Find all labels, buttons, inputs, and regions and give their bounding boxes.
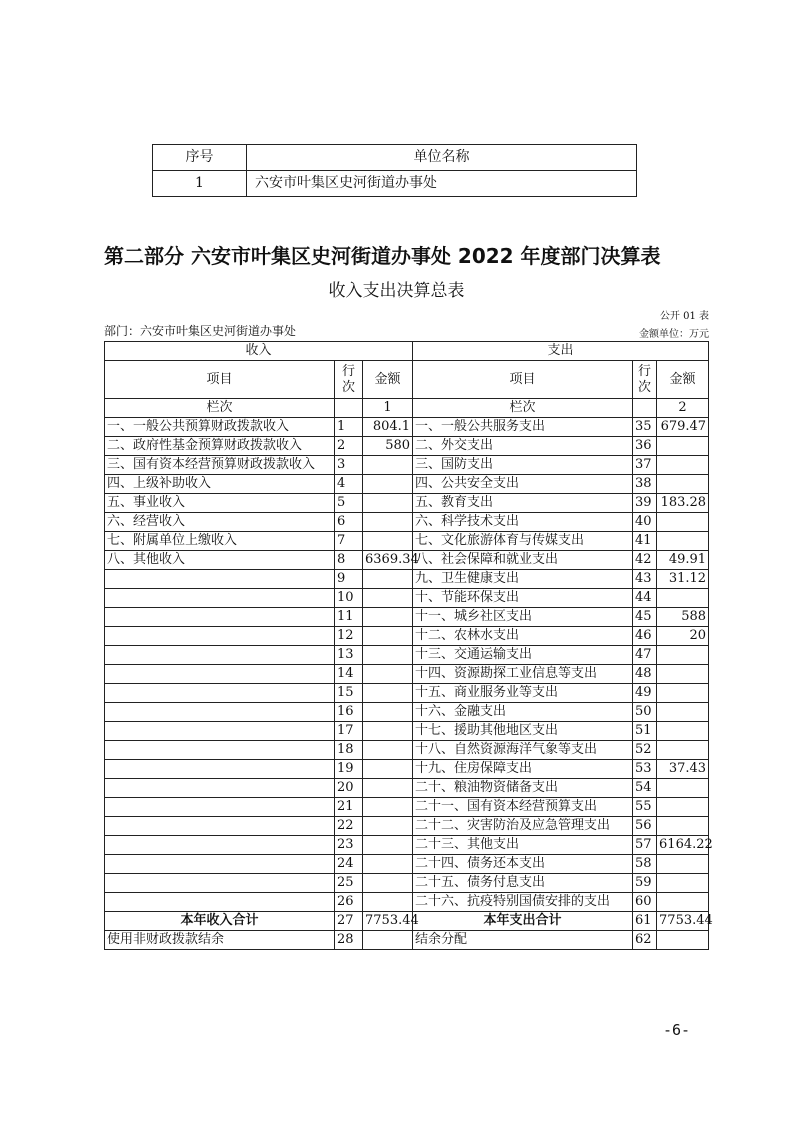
page-title: 第二部分 六安市叶集区史河街道办事处 2022 年度部门决算表: [104, 244, 661, 268]
column-number-row: [105, 399, 709, 418]
income-amount-cell: [363, 589, 413, 608]
expense-item-cell: 十三、交通运输支出: [413, 646, 633, 665]
expense-amount-cell: 588: [657, 608, 709, 627]
expense-line-cell: 56: [633, 817, 657, 836]
income-item-cell: 本年收入合计: [105, 912, 335, 931]
table-row: [105, 475, 709, 494]
table-row: [105, 608, 709, 627]
income-line-cell: 10: [335, 589, 363, 608]
income-amount-cell: [363, 513, 413, 532]
seq-cell: 1: [153, 171, 247, 197]
income-item-cell: 七、附属单位上缴收入: [105, 532, 335, 551]
expense-amount-cell: [657, 646, 709, 665]
income-line-blank: [335, 399, 363, 418]
income-item-cell: 三、国有资本经营预算财政拨款收入: [105, 456, 335, 475]
expense-line-cell: 62: [633, 931, 657, 950]
income-line-cell: 25: [335, 874, 363, 893]
expense-item-cell: 结余分配: [413, 931, 633, 950]
expense-line-cell: 42: [633, 551, 657, 570]
expense-line-cell: 59: [633, 874, 657, 893]
unit-table-row: [153, 171, 637, 197]
income-line-cell: 24: [335, 855, 363, 874]
income-line-cell: 7: [335, 532, 363, 551]
table-row: [105, 836, 709, 855]
income-item-cell: [105, 684, 335, 703]
income-item-cell: [105, 665, 335, 684]
expense-amount-cell: [657, 931, 709, 950]
expense-line-cell: 48: [633, 665, 657, 684]
income-item-cell: [105, 893, 335, 912]
income-amount-cell: [363, 475, 413, 494]
expense-item-cell: 二十六、抗疫特别国债安排的支出: [413, 893, 633, 912]
income-line-cell: 9: [335, 570, 363, 589]
expense-line-cell: 46: [633, 627, 657, 646]
table-row: [105, 627, 709, 646]
income-item-cell: [105, 836, 335, 855]
table-row: [105, 437, 709, 456]
income-item-cell: [105, 874, 335, 893]
expense-amount-cell: [657, 741, 709, 760]
income-line-cell: 21: [335, 798, 363, 817]
unit-table-header-row: [153, 145, 637, 171]
expense-amount-cell: 49.91: [657, 551, 709, 570]
expense-amount-cell: [657, 798, 709, 817]
expense-amount-cell: [657, 589, 709, 608]
income-line-cell: 15: [335, 684, 363, 703]
income-item-header: 项目: [105, 361, 335, 399]
income-amount-cell: 580: [363, 437, 413, 456]
table-row: [105, 798, 709, 817]
expense-item-cell: 十五、商业服务业等支出: [413, 684, 633, 703]
column-header-row: [105, 361, 709, 399]
income-item-cell: [105, 760, 335, 779]
expense-amount-cell: [657, 475, 709, 494]
income-line-cell: 11: [335, 608, 363, 627]
income-amount-cell: [363, 646, 413, 665]
income-line-cell: 5: [335, 494, 363, 513]
expense-item-cell: 八、社会保障和就业支出: [413, 551, 633, 570]
income-line-cell: 16: [335, 703, 363, 722]
income-item-cell: [105, 589, 335, 608]
income-amount-cell: 7753.44: [363, 912, 413, 931]
expense-column-number: 2: [657, 399, 709, 418]
expense-item-cell: 十二、农林水支出: [413, 627, 633, 646]
table-row: [105, 817, 709, 836]
expense-line-cell: 37: [633, 456, 657, 475]
expense-amount-cell: [657, 893, 709, 912]
income-amount-cell: [363, 874, 413, 893]
expense-line-cell: 51: [633, 722, 657, 741]
expense-header: 支出: [413, 342, 709, 361]
income-line-cell: 22: [335, 817, 363, 836]
expense-item-cell: 十八、自然资源海洋气象等支出: [413, 741, 633, 760]
expense-item-cell: 十、节能环保支出: [413, 589, 633, 608]
table-row: [105, 760, 709, 779]
expense-item-cell: 二、外交支出: [413, 437, 633, 456]
table-row: [105, 855, 709, 874]
expense-amount-cell: 6164.22: [657, 836, 709, 855]
income-amount-cell: 804.1: [363, 418, 413, 437]
expense-item-cell: 十七、援助其他地区支出: [413, 722, 633, 741]
income-line-cell: 18: [335, 741, 363, 760]
amount-unit: 金额单位：万元: [639, 329, 709, 340]
income-amount-cell: [363, 703, 413, 722]
income-line-cell: 4: [335, 475, 363, 494]
expense-amount-cell: [657, 779, 709, 798]
income-item-cell: 四、上级补助收入: [105, 475, 335, 494]
expense-item-cell: 十九、住房保障支出: [413, 760, 633, 779]
expense-item-cell: 九、卫生健康支出: [413, 570, 633, 589]
income-item-cell: 二、政府性基金预算财政拨款收入: [105, 437, 335, 456]
expense-line-blank: [633, 399, 657, 418]
income-amount-header: 金额: [363, 361, 413, 399]
income-amount-cell: [363, 608, 413, 627]
table-row: [105, 532, 709, 551]
expense-item-cell: 四、公共安全支出: [413, 475, 633, 494]
income-item-cell: [105, 855, 335, 874]
expense-amount-cell: 31.12: [657, 570, 709, 589]
income-item-cell: [105, 703, 335, 722]
expense-amount-cell: 679.47: [657, 418, 709, 437]
income-amount-cell: 6369.34: [363, 551, 413, 570]
income-amount-cell: [363, 722, 413, 741]
expense-amount-cell: [657, 513, 709, 532]
income-line-cell: 8: [335, 551, 363, 570]
expense-amount-cell: [657, 665, 709, 684]
income-item-cell: 六、经营收入: [105, 513, 335, 532]
expense-column-label: 栏次: [413, 399, 633, 418]
expense-amount-cell: [657, 722, 709, 741]
income-line-cell: 6: [335, 513, 363, 532]
expense-item-cell: 十一、城乡社区支出: [413, 608, 633, 627]
table-row: [105, 779, 709, 798]
income-amount-cell: [363, 570, 413, 589]
expense-line-cell: 41: [633, 532, 657, 551]
expense-item-cell: 三、国防支出: [413, 456, 633, 475]
expense-amount-cell: 20: [657, 627, 709, 646]
expense-line-header: 行次: [633, 361, 657, 399]
expense-line-cell: 45: [633, 608, 657, 627]
expense-line-cell: 44: [633, 589, 657, 608]
expense-line-cell: 50: [633, 703, 657, 722]
department-label: 部门：六安市叶集区史河街道办事处: [104, 324, 297, 338]
table-row: [105, 513, 709, 532]
seq-header: 序号: [153, 145, 247, 171]
income-item-cell: 一、一般公共预算财政拨款收入: [105, 418, 335, 437]
income-item-cell: [105, 722, 335, 741]
table-row: [105, 456, 709, 475]
form-code: 公开 01 表: [659, 311, 709, 322]
income-amount-cell: [363, 798, 413, 817]
expense-amount-cell: [657, 874, 709, 893]
income-amount-cell: [363, 532, 413, 551]
income-line-cell: 2: [335, 437, 363, 456]
income-line-cell: 13: [335, 646, 363, 665]
income-amount-cell: [363, 893, 413, 912]
expense-line-cell: 61: [633, 912, 657, 931]
page-number: -6-: [663, 1021, 691, 1039]
income-header: 收入: [105, 342, 413, 361]
income-expense-table: [104, 341, 713, 950]
income-amount-cell: [363, 817, 413, 836]
expense-line-cell: 43: [633, 570, 657, 589]
income-column-label: 栏次: [105, 399, 335, 418]
income-amount-cell: [363, 836, 413, 855]
expense-amount-cell: [657, 456, 709, 475]
income-item-cell: [105, 570, 335, 589]
unit-table: [152, 144, 637, 197]
expense-line-cell: 36: [633, 437, 657, 456]
expense-amount-cell: [657, 703, 709, 722]
income-line-cell: 20: [335, 779, 363, 798]
income-amount-cell: [363, 665, 413, 684]
expense-item-cell: 二十三、其他支出: [413, 836, 633, 855]
income-item-cell: [105, 741, 335, 760]
income-line-cell: 3: [335, 456, 363, 475]
income-amount-cell: [363, 494, 413, 513]
expense-item-cell: 五、教育支出: [413, 494, 633, 513]
table-row: [105, 570, 709, 589]
expense-item-cell: 六、科学技术支出: [413, 513, 633, 532]
income-item-cell: [105, 798, 335, 817]
total-row: [105, 912, 709, 931]
income-amount-cell: [363, 684, 413, 703]
expense-item-cell: 二十五、债务付息支出: [413, 874, 633, 893]
income-item-cell: [105, 817, 335, 836]
income-amount-cell: [363, 627, 413, 646]
table-row: [105, 741, 709, 760]
income-line-cell: 28: [335, 931, 363, 950]
expense-amount-cell: [657, 532, 709, 551]
income-item-cell: 八、其他收入: [105, 551, 335, 570]
table-row: [105, 703, 709, 722]
income-line-cell: 23: [335, 836, 363, 855]
expense-amount-cell: 7753.44: [657, 912, 709, 931]
expense-amount-cell: [657, 437, 709, 456]
income-line-cell: 27: [335, 912, 363, 931]
income-amount-cell: [363, 760, 413, 779]
table-row: [105, 418, 709, 437]
income-line-cell: 19: [335, 760, 363, 779]
income-amount-cell: [363, 741, 413, 760]
income-item-cell: [105, 608, 335, 627]
expense-item-cell: 本年支出合计: [413, 912, 633, 931]
table-row: [105, 589, 709, 608]
income-line-header: 行次: [335, 361, 363, 399]
income-item-cell: [105, 646, 335, 665]
expense-item-cell: 十六、金融支出: [413, 703, 633, 722]
expense-line-cell: 52: [633, 741, 657, 760]
expense-item-cell: 一、一般公共服务支出: [413, 418, 633, 437]
income-line-cell: 17: [335, 722, 363, 741]
income-line-cell: 12: [335, 627, 363, 646]
income-amount-cell: [363, 855, 413, 874]
expense-item-cell: 十四、资源勘探工业信息等支出: [413, 665, 633, 684]
expense-item-header: 项目: [413, 361, 633, 399]
expense-line-cell: 47: [633, 646, 657, 665]
table-row: [105, 722, 709, 741]
table-row: [105, 646, 709, 665]
expense-line-cell: 60: [633, 893, 657, 912]
expense-amount-cell: 183.28: [657, 494, 709, 513]
expense-item-cell: 二十一、国有资本经营预算支出: [413, 798, 633, 817]
income-amount-cell: [363, 779, 413, 798]
income-item-cell: 使用非财政拨款结余: [105, 931, 335, 950]
income-item-cell: [105, 779, 335, 798]
expense-amount-cell: [657, 855, 709, 874]
income-item-cell: 五、事业收入: [105, 494, 335, 513]
expense-line-cell: 38: [633, 475, 657, 494]
income-amount-cell: [363, 456, 413, 475]
income-line-cell: 1: [335, 418, 363, 437]
expense-line-cell: 39: [633, 494, 657, 513]
expense-amount-cell: [657, 817, 709, 836]
unit-name-cell: 六安市叶集区史河街道办事处: [247, 171, 637, 197]
income-column-number: 1: [363, 399, 413, 418]
table-row: [105, 665, 709, 684]
expense-line-cell: 57: [633, 836, 657, 855]
expense-item-cell: 二十、粮油物资储备支出: [413, 779, 633, 798]
expense-amount-cell: [657, 684, 709, 703]
expense-line-cell: 54: [633, 779, 657, 798]
expense-item-cell: 二十四、债务还本支出: [413, 855, 633, 874]
income-amount-cell: [363, 931, 413, 950]
expense-line-cell: 49: [633, 684, 657, 703]
expense-line-cell: 35: [633, 418, 657, 437]
table-row: [105, 684, 709, 703]
expense-line-cell: 40: [633, 513, 657, 532]
expense-amount-cell: 37.43: [657, 760, 709, 779]
table-row: [105, 931, 709, 950]
table-row: [105, 494, 709, 513]
expense-line-cell: 55: [633, 798, 657, 817]
unit-name-header: 单位名称: [247, 145, 637, 171]
table-row: [105, 874, 709, 893]
income-line-cell: 26: [335, 893, 363, 912]
expense-line-cell: 53: [633, 760, 657, 779]
expense-item-cell: 二十二、灾害防治及应急管理支出: [413, 817, 633, 836]
expense-line-cell: 58: [633, 855, 657, 874]
income-item-cell: [105, 627, 335, 646]
section-header-row: [105, 342, 709, 361]
table-title: 收入支出决算总表: [328, 281, 465, 301]
income-line-cell: 14: [335, 665, 363, 684]
expense-item-cell: 七、文化旅游体育与传媒支出: [413, 532, 633, 551]
expense-amount-header: 金额: [657, 361, 709, 399]
table-row: [105, 551, 709, 570]
table-row: [105, 893, 709, 912]
